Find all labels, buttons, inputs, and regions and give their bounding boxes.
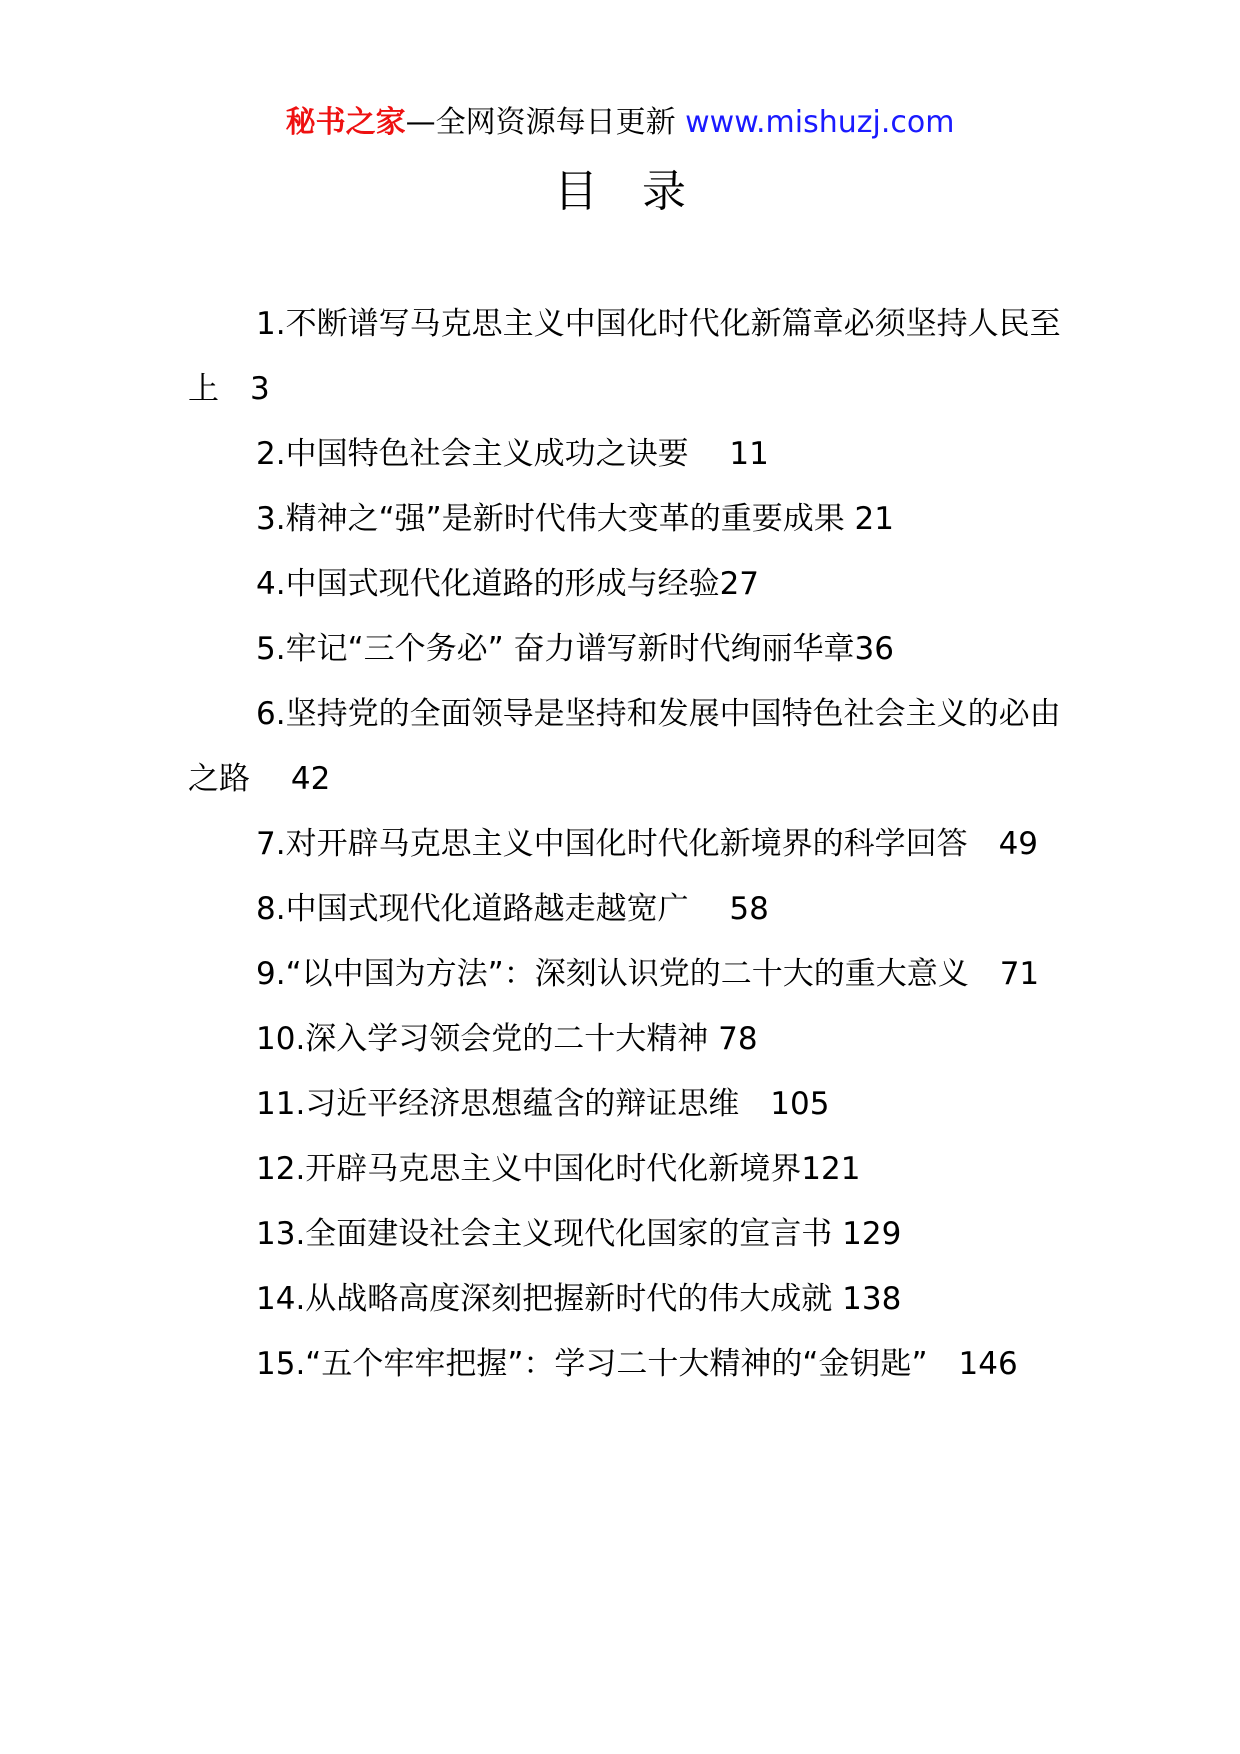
- table-of-contents: [188, 292, 1064, 1397]
- toc-item[interactable]: 15.“五个牢牢把握”：学习二十大精神的“金钥匙” 146: [256, 1346, 1018, 1382]
- toc-item[interactable]: 12.开辟马克思主义中国化时代化新境界121: [256, 1151, 861, 1187]
- site-tagline: —全网资源每日更新: [405, 105, 686, 140]
- toc-item[interactable]: 9.“以中国为方法”：深刻认识党的二十大的重大意义 71: [256, 956, 1040, 992]
- toc-item[interactable]: 5.牢记“三个务必” 奋力谱写新时代绚丽华章36: [256, 631, 894, 667]
- toc-item[interactable]: 1.不断谱写马克思主义中国化时代化新篇章必须坚持人民至上 3: [188, 306, 1061, 407]
- toc-item[interactable]: 11.习近平经济思想蕴含的辩证思维 105: [256, 1086, 830, 1122]
- toc-item[interactable]: 4.中国式现代化道路的形成与经验27: [256, 566, 760, 602]
- site-url-link[interactable]: www.mishuzj.com: [685, 105, 955, 140]
- toc-item[interactable]: 3.精神之“强”是新时代伟大变革的重要成果 21: [256, 501, 894, 537]
- page-title: 目录: [554, 166, 730, 217]
- toc-item[interactable]: 10.深入学习领会党的二十大精神 78: [256, 1021, 758, 1057]
- toc-item[interactable]: 2.中国特色社会主义成功之诀要 11: [256, 436, 769, 472]
- toc-item[interactable]: 13.全面建设社会主义现代化国家的宣言书 129: [256, 1216, 902, 1252]
- toc-item[interactable]: 8.中国式现代化道路越走越宽广 58: [256, 891, 769, 927]
- toc-item[interactable]: 6.坚持党的全面领导是坚持和发展中国特色社会主义的必由之路 42: [188, 696, 1061, 797]
- site-header: [0, 100, 1240, 146]
- site-brand: 秘书之家: [285, 105, 406, 140]
- toc-item[interactable]: 7.对开辟马克思主义中国化时代化新境界的科学回答 49: [256, 826, 1039, 862]
- toc-item[interactable]: 14.从战略高度深刻把握新时代的伟大成就 138: [256, 1281, 902, 1317]
